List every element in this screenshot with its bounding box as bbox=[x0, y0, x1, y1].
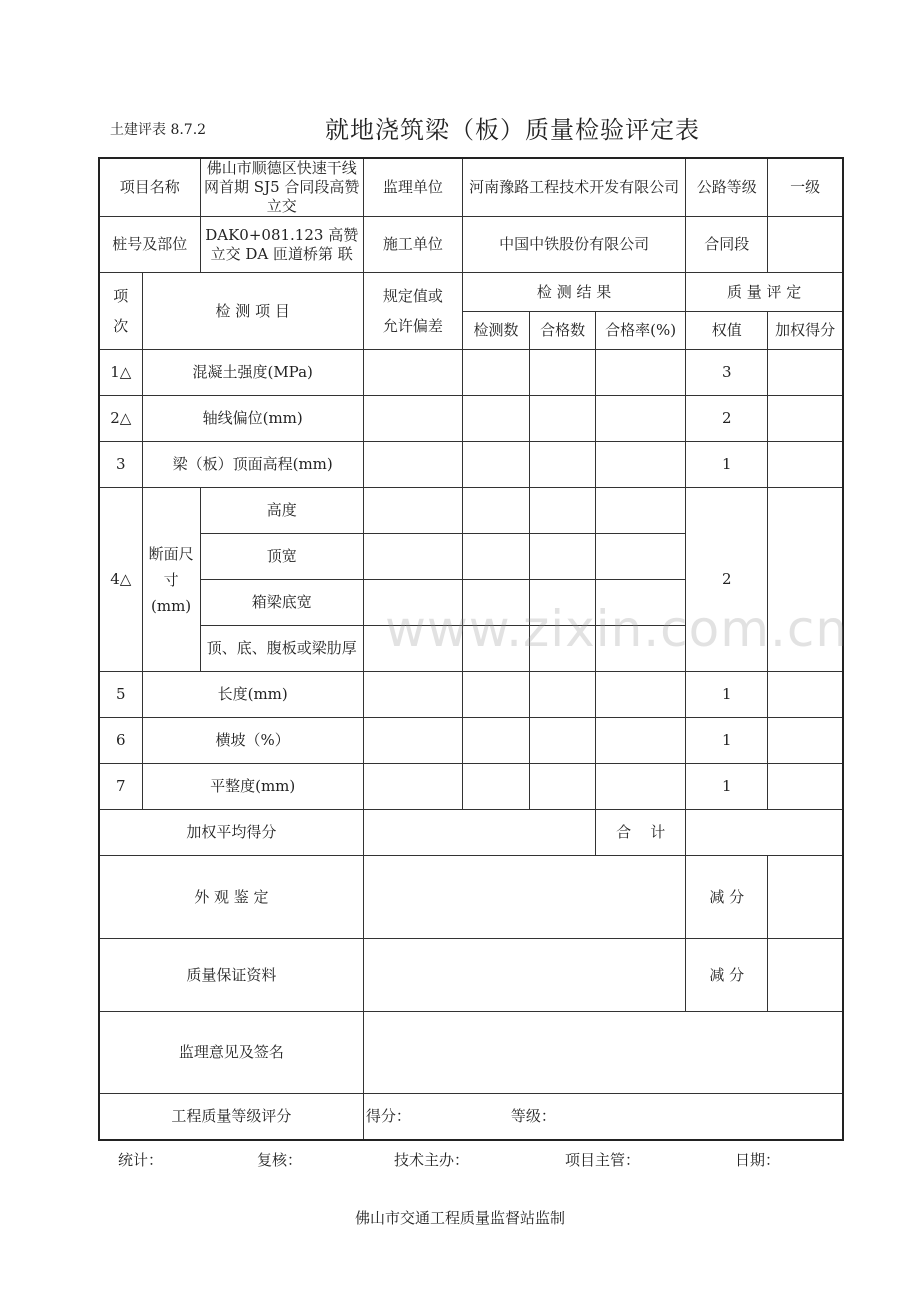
cell[interactable] bbox=[462, 534, 529, 580]
project-value: 佛山市顺德区快速干线网首期 SJ5 合同段高赞立交 bbox=[200, 158, 363, 217]
cell[interactable] bbox=[596, 442, 686, 488]
cell[interactable] bbox=[596, 718, 686, 764]
cell[interactable] bbox=[363, 534, 462, 580]
appearance-value[interactable] bbox=[363, 856, 685, 939]
cell[interactable] bbox=[596, 764, 686, 810]
col-seq-header: 项次 bbox=[99, 273, 142, 350]
cell[interactable] bbox=[530, 442, 596, 488]
cell[interactable] bbox=[530, 350, 596, 396]
form-code: 土建评表 8.7.2 bbox=[110, 122, 207, 138]
cell[interactable] bbox=[363, 626, 462, 672]
row-seq: 2△ bbox=[99, 396, 142, 442]
col-score-header: 加权得分 bbox=[768, 312, 843, 350]
col-count-header: 检测数 bbox=[462, 312, 529, 350]
row-item: 长度(mm) bbox=[142, 672, 363, 718]
docs-deduct-label: 减 分 bbox=[686, 939, 768, 1012]
cell[interactable] bbox=[768, 764, 843, 810]
row-weight: 1 bbox=[686, 442, 768, 488]
cell[interactable] bbox=[363, 580, 462, 626]
row-seq: 5 bbox=[99, 672, 142, 718]
cell[interactable] bbox=[530, 488, 596, 534]
weighted-avg-label: 加权平均得分 bbox=[99, 810, 363, 856]
total-value[interactable] bbox=[686, 810, 843, 856]
watermark: www.zixin.com.cn bbox=[385, 600, 849, 658]
cell[interactable] bbox=[530, 534, 596, 580]
col-item-header: 检 测 项 目 bbox=[142, 273, 363, 350]
footer-date: 日期： bbox=[735, 1151, 781, 1169]
supervisor-opinion-value[interactable] bbox=[363, 1012, 843, 1094]
footer-manager: 项目主管： bbox=[565, 1151, 641, 1169]
quality-rating-label: 工程质量等级评分 bbox=[99, 1094, 363, 1140]
appearance-deduct-value[interactable] bbox=[768, 856, 843, 939]
cell[interactable] bbox=[462, 442, 529, 488]
evaluation-table bbox=[98, 157, 844, 1141]
row-weight: 1 bbox=[686, 764, 768, 810]
score-label: 得分： bbox=[365, 1106, 411, 1125]
col-quality-header: 质 量 评 定 bbox=[686, 273, 843, 312]
row-subitem: 箱梁底宽 bbox=[200, 580, 363, 626]
quality-rating-value[interactable] bbox=[363, 1094, 843, 1140]
cell[interactable] bbox=[363, 396, 462, 442]
row-item: 平整度(mm) bbox=[142, 764, 363, 810]
quality-docs-value[interactable] bbox=[363, 939, 685, 1012]
appearance-deduct-label: 减 分 bbox=[686, 856, 768, 939]
footer-review: 复核： bbox=[257, 1151, 303, 1169]
cell[interactable] bbox=[363, 350, 462, 396]
cell[interactable] bbox=[596, 396, 686, 442]
weighted-avg-value[interactable] bbox=[363, 810, 595, 856]
cell[interactable] bbox=[462, 672, 529, 718]
row-subitem: 顶宽 bbox=[200, 534, 363, 580]
cell[interactable] bbox=[530, 580, 596, 626]
row-item: 梁（板）顶面高程(mm) bbox=[142, 442, 363, 488]
cell[interactable] bbox=[363, 442, 462, 488]
row-item: 混凝土强度(MPa) bbox=[142, 350, 363, 396]
table-row bbox=[99, 350, 843, 396]
cell[interactable] bbox=[363, 488, 462, 534]
row-item: 轴线偏位(mm) bbox=[142, 396, 363, 442]
row-weight: 2 bbox=[686, 488, 768, 672]
row-subitem: 顶、底、腹板或梁肋厚 bbox=[200, 626, 363, 672]
station-label: 桩号及部位 bbox=[99, 217, 200, 273]
cell[interactable] bbox=[596, 534, 686, 580]
row-weight: 3 bbox=[686, 350, 768, 396]
supervisor-label: 监理单位 bbox=[363, 158, 462, 217]
col-weight-header: 权值 bbox=[686, 312, 768, 350]
contract-value bbox=[768, 217, 843, 273]
cell[interactable] bbox=[768, 718, 843, 764]
cell[interactable] bbox=[363, 764, 462, 810]
contractor-label: 施工单位 bbox=[363, 217, 462, 273]
cell[interactable] bbox=[462, 626, 529, 672]
cell[interactable] bbox=[596, 488, 686, 534]
row-group: 断面尺寸(mm) bbox=[142, 488, 200, 672]
row-seq: 3 bbox=[99, 442, 142, 488]
level-label: 等级： bbox=[510, 1106, 556, 1125]
grade-label: 公路等级 bbox=[686, 158, 768, 217]
row-seq: 1△ bbox=[99, 350, 142, 396]
cell[interactable] bbox=[596, 672, 686, 718]
cell[interactable] bbox=[530, 672, 596, 718]
row-seq: 6 bbox=[99, 718, 142, 764]
cell[interactable] bbox=[462, 350, 529, 396]
table-row bbox=[99, 396, 843, 442]
table-row bbox=[99, 488, 843, 534]
row-weight: 1 bbox=[686, 718, 768, 764]
table-row bbox=[99, 718, 843, 764]
table-row bbox=[99, 672, 843, 718]
cell[interactable] bbox=[768, 396, 843, 442]
total-label: 合 计 bbox=[596, 810, 686, 856]
project-label: 项目名称 bbox=[99, 158, 200, 217]
table-row bbox=[99, 442, 843, 488]
col-pass-header: 合格数 bbox=[530, 312, 596, 350]
cell[interactable] bbox=[530, 764, 596, 810]
cell[interactable] bbox=[462, 718, 529, 764]
cell[interactable] bbox=[768, 442, 843, 488]
cell[interactable] bbox=[530, 718, 596, 764]
docs-deduct-value[interactable] bbox=[768, 939, 843, 1012]
cell[interactable] bbox=[462, 764, 529, 810]
row-seq: 7 bbox=[99, 764, 142, 810]
cell[interactable] bbox=[363, 672, 462, 718]
contract-label: 合同段 bbox=[686, 217, 768, 273]
col-spec-header: 规定值或允许偏差 bbox=[363, 273, 462, 350]
cell[interactable] bbox=[462, 580, 529, 626]
row-subitem: 高度 bbox=[200, 488, 363, 534]
cell[interactable] bbox=[530, 396, 596, 442]
cell[interactable] bbox=[768, 488, 843, 672]
footer-stat: 统计： bbox=[118, 1151, 164, 1169]
contractor-value: 中国中铁股份有限公司 bbox=[462, 217, 685, 273]
page-title: 就地浇筑梁（板）质量检验评定表 bbox=[325, 116, 700, 144]
table-row bbox=[99, 764, 843, 810]
cell[interactable] bbox=[462, 488, 529, 534]
issuer-note: 佛山市交通工程质量监督站监制 bbox=[354, 1209, 565, 1227]
row-weight: 1 bbox=[686, 672, 768, 718]
row-item: 横坡（%） bbox=[142, 718, 363, 764]
cell[interactable] bbox=[363, 718, 462, 764]
footer-tech: 技术主办： bbox=[394, 1151, 470, 1169]
quality-docs-label: 质量保证资料 bbox=[99, 939, 363, 1012]
cell[interactable] bbox=[596, 626, 686, 672]
cell[interactable] bbox=[596, 350, 686, 396]
cell[interactable] bbox=[462, 396, 529, 442]
cell[interactable] bbox=[530, 626, 596, 672]
cell[interactable] bbox=[768, 672, 843, 718]
cell[interactable] bbox=[596, 580, 686, 626]
row-weight: 2 bbox=[686, 396, 768, 442]
col-rate-header: 合格率(%) bbox=[596, 312, 686, 350]
col-results-header: 检 测 结 果 bbox=[462, 273, 685, 312]
appearance-label: 外 观 鉴 定 bbox=[99, 856, 363, 939]
station-value: DAK0+081.123 高赞立交 DA 匝道桥第 联 bbox=[200, 217, 363, 273]
supervisor-opinion-label: 监理意见及签名 bbox=[99, 1012, 363, 1094]
grade-value: 一级 bbox=[768, 158, 843, 217]
row-seq: 4△ bbox=[99, 488, 142, 672]
cell[interactable] bbox=[768, 350, 843, 396]
supervisor-value: 河南豫路工程技术开发有限公司 bbox=[462, 158, 685, 217]
